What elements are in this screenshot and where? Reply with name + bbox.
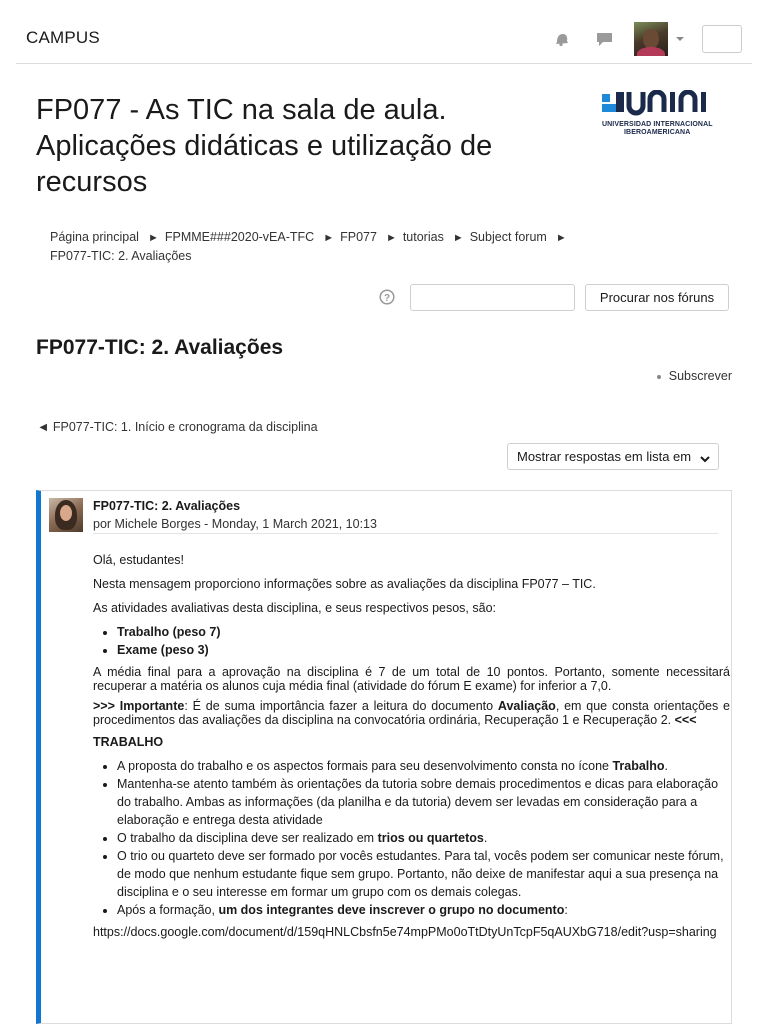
subscribe-label: Subscrever bbox=[668, 369, 732, 383]
post-author-line: por Michele Borges - Monday, 1 March 2021, 10:13 bbox=[93, 517, 377, 531]
list-item: • O trabalho da disciplina deve ser realizado em trios ou quartetos. bbox=[117, 829, 730, 847]
post-important-note: >>> Importante: É de suma importância fazer a leitura do documento Avaliação, em que consta orientações e procedimentos das avaliações da disciplina na convocatória ordinária, Recuperação 1 e Recuperação 2. <<< bbox=[93, 699, 730, 727]
breadcrumb-item-course-group[interactable]: FPMME###2020-vEA-TFC bbox=[164, 230, 315, 244]
trabalho-list bbox=[117, 757, 730, 919]
navbar-icons bbox=[530, 22, 742, 56]
display-mode-value: Mostrar respostas em lista em bbox=[517, 449, 692, 464]
post-average-text: A média final para a aprovação na disciplina é 7 de um total de 10 pontos. Portanto, somente necessitará recuperar a matéria os alunos cuja média final (atividade do fórum E exame) for inferior a 7,0. bbox=[93, 665, 730, 693]
user-avatar[interactable] bbox=[634, 22, 668, 56]
breadcrumb-item-current: FP077-TIC: 2. Avaliações bbox=[50, 249, 192, 263]
unini-logo bbox=[602, 90, 722, 146]
chevron-down-icon bbox=[700, 452, 710, 462]
user-menu-chevron-down-icon[interactable] bbox=[676, 37, 684, 41]
breadcrumb-separator-icon: ► bbox=[147, 232, 159, 244]
author-avatar[interactable] bbox=[49, 498, 83, 532]
breadcrumb-item-forum[interactable]: Subject forum bbox=[469, 230, 547, 244]
breadcrumb bbox=[50, 228, 650, 265]
list-item: • Trabalho (peso 7) bbox=[117, 623, 730, 641]
breadcrumb-item-course[interactable]: FP077 bbox=[340, 230, 377, 244]
svg-text:?: ? bbox=[383, 292, 391, 304]
post-greeting: Olá, estudantes! bbox=[93, 553, 185, 567]
discussion-title: FP077-TIC: 2. Avaliações bbox=[36, 336, 284, 359]
display-mode-select[interactable] bbox=[507, 443, 719, 470]
subscribe-link[interactable] bbox=[657, 369, 732, 383]
list-item: • Exame (peso 3) bbox=[117, 641, 730, 659]
help-icon[interactable] bbox=[379, 289, 395, 305]
navbar-blank-button[interactable] bbox=[702, 25, 742, 53]
previous-discussion-link[interactable]: ◄ FP077-TIC: 1. Início e cronograma da disciplina bbox=[37, 420, 318, 434]
logo-caption-line2: IBEROAMERICANA bbox=[624, 129, 691, 136]
list-item: • Após a formação, um dos integrantes deve inscrever o grupo no documento: bbox=[117, 901, 730, 919]
list-item: • A proposta do trabalho e os aspectos formais para seu desenvolvimento consta no ícone Trabalho. bbox=[117, 757, 730, 775]
post-activities-intro: As atividades avaliativas desta disciplina, e seus respectivos pesos, são: bbox=[93, 601, 496, 615]
top-navbar bbox=[16, 0, 752, 64]
list-item: • Mantenha-se atento também às orientações da tutoria sobre demais procedimentos e dicas para elaboração do trabalho. Ambas as informações (da planilha e da tutoria) devem ser levadas em consideração para a elaboração e entrega desta atividade bbox=[117, 775, 730, 829]
breadcrumb-item-home[interactable]: Página principal bbox=[50, 230, 139, 244]
forum-post bbox=[36, 490, 732, 1024]
breadcrumb-separator-icon: ► bbox=[385, 232, 397, 244]
document-url-link[interactable]: https://docs.google.com/document/d/159qHNLCbsfn5e74mpPMo0oTtDtyUnTcpF5qAUXbG718/edit?usp=sharing bbox=[93, 925, 717, 939]
messages-icon[interactable] bbox=[594, 29, 614, 49]
breadcrumb-separator-icon: ► bbox=[555, 232, 567, 244]
breadcrumb-separator-icon: ► bbox=[452, 232, 464, 244]
post-intro: Nesta mensagem proporciono informações sobre as avaliações da disciplina FP077 – TIC. bbox=[93, 577, 596, 591]
section-heading-trabalho: TRABALHO bbox=[93, 735, 164, 749]
forum-search-input[interactable] bbox=[410, 284, 575, 311]
post-subject: FP077-TIC: 2. Avaliações bbox=[93, 499, 241, 513]
notifications-bell-icon[interactable] bbox=[552, 29, 572, 49]
breadcrumb-item-tutorias[interactable]: tutorias bbox=[402, 230, 444, 244]
bullet-icon bbox=[657, 375, 661, 379]
unini-logo-icon bbox=[602, 90, 722, 120]
site-brand[interactable]: CAMPUS bbox=[26, 28, 100, 47]
list-item: • O trio ou quarteto deve ser formado por vocês estudantes. Para tal, vocês podem ser comunicar neste fórum, de modo que nenhum estudante fique sem grupo. Portanto, não deixe de manifestar aqui a sua presença na disciplina e o seu interesse em formar um grupo com os demais colegas. bbox=[117, 847, 730, 901]
course-title: FP077 - As TIC na sala de aula. Aplicações didáticas e utilização de recursos bbox=[36, 94, 493, 198]
breadcrumb-separator-icon: ► bbox=[323, 232, 335, 244]
logo-caption-line1: UNIVERSIDAD INTERNACIONAL bbox=[602, 121, 713, 128]
weights-list bbox=[117, 623, 730, 659]
post-divider bbox=[93, 533, 718, 534]
post-body bbox=[93, 551, 730, 945]
search-forums-button[interactable]: Procurar nos fóruns bbox=[585, 284, 729, 311]
